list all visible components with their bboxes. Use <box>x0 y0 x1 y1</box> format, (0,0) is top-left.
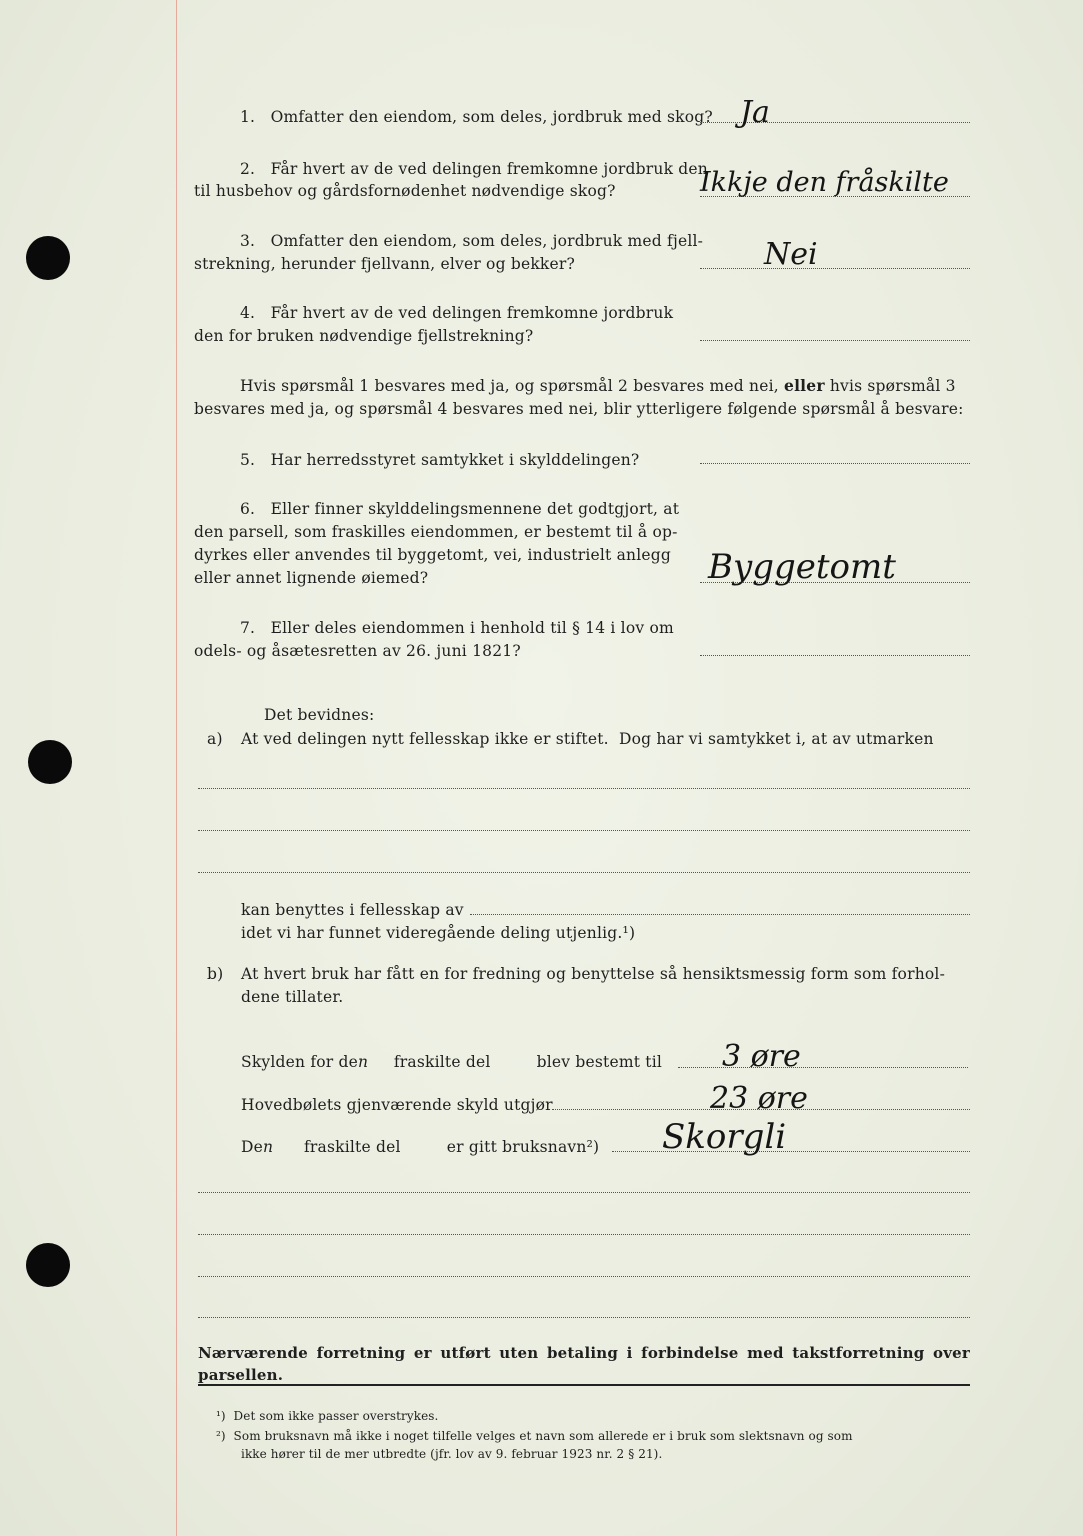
item-a-text: At ved delingen nytt fellesskap ikke er stiftet. Dog har vi samtykket i, at av utmarken <box>241 730 934 748</box>
skyld-line-2: Hovedbølets gjenværende skyld utgjør <box>241 1096 553 1114</box>
footnote-1: ¹) Det som ikke passer overstrykes. <box>216 1409 439 1423</box>
question-text: til husbehov og gårdsfornødenhet nødvendige skog? <box>194 182 616 200</box>
answer-line <box>700 463 970 464</box>
punch-hole <box>26 236 70 280</box>
punch-hole <box>26 1243 70 1287</box>
fellesskap-line: kan benyttes i fellesskap av <box>241 901 464 919</box>
item-b-text: At hvert bruk har fått en for fredning og benyttelse så hensiktsmessig form som forhol- <box>241 965 946 983</box>
fill-line <box>198 1276 970 1277</box>
answer-3: Nei <box>764 237 818 272</box>
punch-hole <box>28 740 72 784</box>
question-number: 5. <box>240 451 256 469</box>
footnote-rule <box>198 1384 970 1386</box>
fill-line <box>198 788 970 789</box>
handwritten-suffix: n <box>263 1138 274 1156</box>
question-text: Eller finner skylddelingsmennene det godtgjort, at <box>270 500 680 518</box>
skyld-line-1: Skylden for den fraskilte del blev bestemt til <box>241 1053 663 1071</box>
item-b-text: dene tillater. <box>241 988 344 1006</box>
question-2 <box>240 158 708 180</box>
item-a-label: a) <box>207 730 223 748</box>
answer-line <box>700 655 970 656</box>
deling-line: idet vi har funnet videregående deling utjenlig.¹) <box>241 924 636 942</box>
question-number: 7. <box>240 619 256 637</box>
fill-line <box>198 1317 970 1318</box>
question-text: Får hvert av de ved delingen fremkomne jordbruk den <box>270 160 708 178</box>
question-number: 1. <box>240 108 256 126</box>
answer-2: Ikkje den fråskilte <box>700 167 949 198</box>
footnote-2: ²) Som bruksnavn må ikke i noget tilfelle velges et navn som allerede er i bruk som slektsnavn og som <box>216 1429 853 1443</box>
question-text: dyrkes eller anvendes til byggetomt, vei, industrielt anlegg <box>194 546 671 564</box>
question-text: odels- og åsætesretten av 26. juni 1821? <box>194 642 521 660</box>
bevidnes-heading: Det bevidnes: <box>264 706 375 724</box>
question-6 <box>240 498 679 520</box>
footnote-2-cont: ikke hører til de mer utbredte (jfr. lov av 9. februar 1923 nr. 2 § 21). <box>241 1447 663 1461</box>
question-text: Omfatter den eiendom, som deles, jordbruk med skog? <box>270 108 713 126</box>
handwritten-suffix: n <box>358 1053 369 1071</box>
question-text: Får hvert av de ved delingen fremkomne jordbruk <box>270 304 674 322</box>
question-text: den parsell, som fraskilles eiendommen, er bestemt til å op- <box>194 523 678 541</box>
condition-line-1: Hvis spørsmål 1 besvares med ja, og spørsmål 2 besvares med nei, eller hvis spørsmål 3 <box>240 376 956 395</box>
answer-line <box>700 340 970 341</box>
fill-line <box>198 1192 970 1193</box>
answer-line <box>700 268 970 269</box>
item-b-label: b) <box>207 965 224 983</box>
question-text: Har herredsstyret samtykket i skylddelingen? <box>270 451 640 469</box>
fill-line <box>198 830 970 831</box>
skyld-line-3: Den fraskilte del er gitt bruksnavn²) <box>241 1138 600 1156</box>
question-5 <box>240 449 639 471</box>
fill-line <box>198 872 970 873</box>
fill-line <box>198 1234 970 1235</box>
question-number: 2. <box>240 160 256 178</box>
fill-line <box>470 914 970 915</box>
question-text: eller annet lignende øiemed? <box>194 569 429 587</box>
question-text: Omfatter den eiendom, som deles, jordbruk med fjell- <box>270 232 704 250</box>
question-number: 6. <box>240 500 256 518</box>
hovedbol-answer: 23 øre <box>710 1081 808 1116</box>
question-text: den for bruken nødvendige fjellstrekning? <box>194 327 534 345</box>
question-4 <box>240 302 673 324</box>
question-number: 3. <box>240 232 256 250</box>
answer-1: Ja <box>740 95 770 130</box>
item-a-typed: Dog har vi samtykket i, at av utmarken <box>619 730 934 748</box>
condition-line-2: besvares med ja, og spørsmål 4 besvares med nei, blir ytterligere følgende spørsmål å besvare: <box>194 400 964 418</box>
question-text: strekning, herunder fjellvann, elver og bekker? <box>194 255 576 273</box>
question-number: 4. <box>240 304 256 322</box>
bruksnavn-answer: Skorgli <box>662 1117 787 1157</box>
question-7 <box>240 617 674 639</box>
question-text: Eller deles eiendommen i henhold til § 14 i lov om <box>270 619 674 637</box>
margin-line <box>176 0 177 1536</box>
skyld-answer: 3 øre <box>722 1039 801 1074</box>
emphasis-eller: eller <box>784 376 825 395</box>
answer-6: Byggetomt <box>708 547 896 587</box>
question-1 <box>240 106 713 128</box>
closing-statement: Nærværende forretning er utført uten betaling i forbindelse med takstforretning over parsellen. <box>198 1344 970 1384</box>
question-3 <box>240 230 703 252</box>
